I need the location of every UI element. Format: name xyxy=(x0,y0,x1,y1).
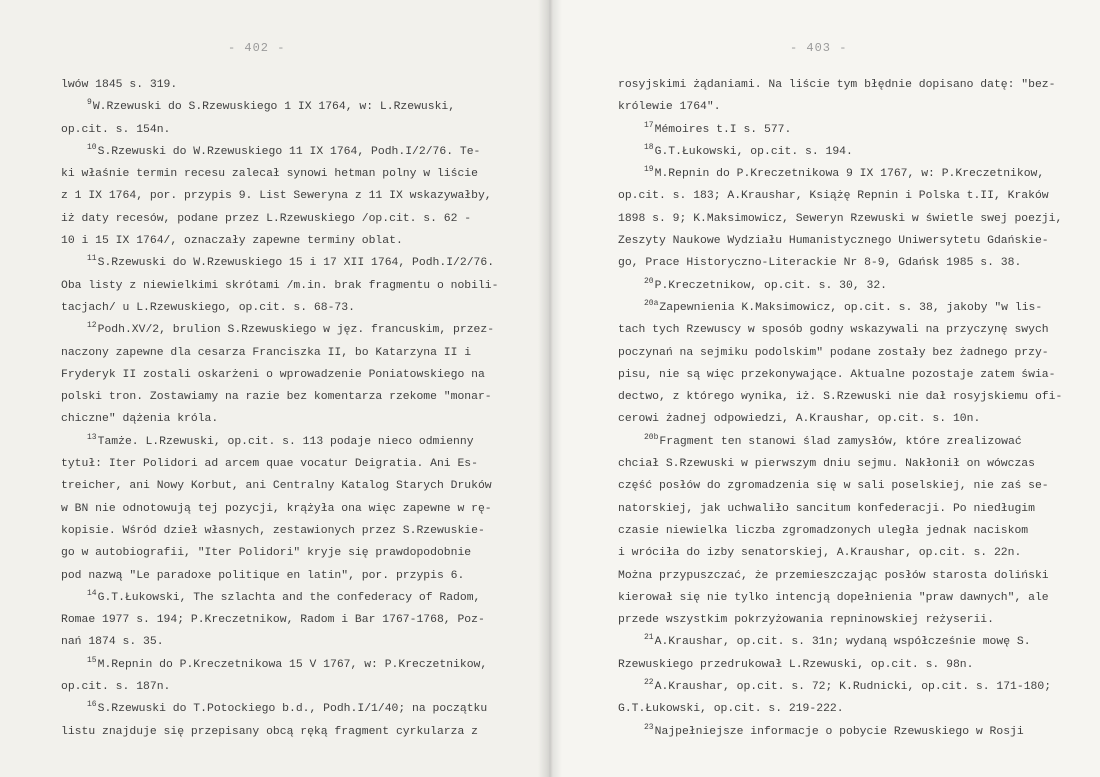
line-text: czasie niewielka liczba zgromadzonych uległa jednak naciskom xyxy=(618,524,1029,537)
text-line xyxy=(618,208,1090,230)
line-text: S.Rzewuski do W.Rzewuskiego 15 i 17 XII 1764, Podh.I/2/76. xyxy=(97,257,495,270)
text-line xyxy=(61,275,521,297)
footnote-number: 20a xyxy=(644,298,659,308)
line-text: M.Repnin do P.Kreczetnikowa 9 IX 1767, w: P.Kreczetnikow, xyxy=(654,168,1045,181)
text-line xyxy=(61,342,521,364)
line-text: część posłów do zgromadzenia się w sali poselskiej, nie zaś se- xyxy=(618,480,1049,493)
text-line xyxy=(618,721,1090,743)
footnote-number: 15 xyxy=(87,655,97,665)
text-line xyxy=(618,587,1090,609)
text-line xyxy=(61,297,521,319)
text-line xyxy=(618,676,1090,698)
line-text: Można przypuszczać, że przemieszczając posłów starosta doliński xyxy=(618,569,1049,582)
line-text: Podh.XV/2, brulion S.Rzewuskiego w jęz. francuskim, przez- xyxy=(97,324,495,337)
text-line xyxy=(61,252,521,274)
footnote-number: 21 xyxy=(644,633,654,643)
text-line xyxy=(618,163,1090,185)
text-line xyxy=(61,609,521,631)
text-line xyxy=(61,364,521,386)
line-text: poczynań na sejmiku podolskim" podane zostały bez żadnego przy- xyxy=(618,346,1049,359)
line-text: królewie 1764". xyxy=(618,101,721,114)
text-line xyxy=(618,119,1090,141)
line-text: tytuł: Iter Polidori ad arcem quae vocatur Deigratia. Ani Es- xyxy=(61,458,478,471)
text-line xyxy=(618,252,1090,274)
line-text: Fryderyk II zostali oskarżeni o wprowadzenie Poniatowskiego na xyxy=(61,368,485,381)
line-text: S.Rzewuski do W.Rzewuskiego 11 IX 1764, Podh.I/2/76. Te- xyxy=(97,145,481,158)
text-line xyxy=(61,565,521,587)
line-text: G.T.Łukowski, op.cit. s. 219-222. xyxy=(618,703,844,716)
line-text: A.Kraushar, op.cit. s. 31n; wydaną współcześnie mowę S. xyxy=(654,636,1031,649)
line-text: natorskiej, jak uchwaliło sancitum konfederacji. Po niedługim xyxy=(618,502,1035,515)
line-text: chciał S.Rzewuski w pierwszym dniu sejmu. Nakłonił on wówczas xyxy=(618,458,1035,471)
line-text: pod nazwą "Le paradoxe politique en latin", por. przypis 6. xyxy=(61,569,465,582)
text-line xyxy=(618,609,1090,631)
text-line xyxy=(61,676,521,698)
text-line xyxy=(618,542,1090,564)
footnote-number: 14 xyxy=(87,588,97,598)
left-page xyxy=(0,0,548,777)
line-text: W.Rzewuski do S.Rzewuskiego 1 IX 1764, w: L.Rzewuski, xyxy=(92,101,456,114)
line-text: chiczne" dążenia króla. xyxy=(61,413,219,426)
text-line xyxy=(618,275,1090,297)
line-text: S.Rzewuski do T.Potockiego b.d., Podh.I/1/40; na początku xyxy=(97,703,488,716)
line-text: 1898 s. 9; K.Maksimowicz, Seweryn Rzewuski w świetle swej poezji, xyxy=(618,212,1063,225)
line-text: rosyjskimi żądaniami. Na liście tym błędnie dopisano datę: "bez- xyxy=(618,79,1056,91)
text-line xyxy=(618,141,1090,163)
line-text: dectwo, z którego wynika, iż. S.Rzewuski nie dał rosyjskiemu ofi- xyxy=(618,391,1063,404)
text-line xyxy=(618,565,1090,587)
line-text: G.T.Łukowski, The szlachta and the confederacy of Radom, xyxy=(97,591,481,604)
footnote-number: 18 xyxy=(644,142,654,152)
line-text: Najpełniejsze informacje o pobycie Rzewuskiego w Rosji xyxy=(654,725,1024,738)
line-text: Zapewnienia K.Maksimowicz, op.cit. s. 38, jakoby "w lis- xyxy=(659,301,1043,314)
line-text: Fragment ten stanowi ślad zamysłów, które zrealizować xyxy=(659,435,1022,448)
text-line xyxy=(61,408,521,430)
text-line xyxy=(618,230,1090,252)
footnote-number: 11 xyxy=(87,254,97,264)
text-line xyxy=(61,163,521,185)
line-text: P.Kreczetnikow, op.cit. s. 30, 32. xyxy=(654,279,888,292)
line-text: go w autobiografii, "Iter Polidori" kryje się prawdopodobnie xyxy=(61,547,472,560)
line-text: Mémoires t.I s. 577. xyxy=(654,123,792,136)
line-text: tacjach/ u L.Rzewuskiego, op.cit. s. 68-73. xyxy=(61,301,355,314)
line-text: iż daty recesów, podane przez L.Rzewuskiego /op.cit. s. 62 - xyxy=(61,212,472,225)
footnote-number: 19 xyxy=(644,165,654,175)
text-line xyxy=(61,654,521,676)
text-line xyxy=(61,319,521,341)
line-text: Oba listy z niewielkimi skrótami /m.in. brak fragmentu o nobili- xyxy=(61,279,499,292)
text-line xyxy=(618,386,1090,408)
line-text: listu znajduje się przepisany obcą ręką fragment cyrkularza z xyxy=(61,725,478,738)
text-line xyxy=(61,208,521,230)
line-text: kierował się nie tylko intencją dopełnienia "praw dawnych", ale xyxy=(618,591,1049,604)
text-line xyxy=(618,498,1090,520)
line-text: Romae 1977 s. 194; P.Kreczetnikow, Radom i Bar 1767-1768, Poz- xyxy=(61,614,485,627)
line-text: M.Repnin do P.Kreczetnikowa 15 V 1767, w: P.Kreczetnikow, xyxy=(97,658,488,671)
text-line xyxy=(618,475,1090,497)
line-text: polski tron. Zostawiamy na razie bez komentarza rzekome "monar- xyxy=(61,391,492,404)
text-line xyxy=(618,185,1090,207)
text-line xyxy=(618,319,1090,341)
text-line xyxy=(61,74,521,96)
text-line xyxy=(618,74,1090,96)
footnote-number: 10 xyxy=(87,142,97,152)
line-text: lwów 1845 s. 319. xyxy=(61,79,178,91)
page-number: - 402 - xyxy=(228,41,286,55)
text-line xyxy=(61,631,521,653)
text-line xyxy=(61,453,521,475)
line-text: G.T.Łukowski, op.cit. s. 194. xyxy=(654,145,853,158)
text-line xyxy=(618,364,1090,386)
text-line xyxy=(618,631,1090,653)
line-text: Rzewuskiego przedrukował L.Rzewuski, op.cit. s. 98n. xyxy=(618,658,974,671)
line-text: go, Prace Historyczno-Literackie Nr 8-9, Gdańsk 1985 s. 38. xyxy=(618,257,1022,270)
line-text: op.cit. s. 183; A.Kraushar, Książę Repnin i Polska t.II, Kraków xyxy=(618,190,1049,203)
line-text: nań 1874 s. 35. xyxy=(61,636,164,649)
line-text: 10 i 15 IX 1764/, oznaczały zapewne terminy oblat. xyxy=(61,235,403,248)
footnote-number: 9 xyxy=(87,98,92,108)
footnote-number: 12 xyxy=(87,321,97,331)
text-line xyxy=(61,386,521,408)
text-line xyxy=(61,721,521,743)
line-text: treicher, ani Nowy Korbut, ani Centralny Katalog Starych Druków xyxy=(61,480,492,493)
line-text: w BN nie odnotowują tej pozycji, krążyła ona więc zapewne w rę- xyxy=(61,502,492,515)
footnote-number: 22 xyxy=(644,678,654,688)
text-line xyxy=(61,587,521,609)
line-text: pisu, nie są więc przekonywające. Aktualne pozostaje zatem świa- xyxy=(618,368,1056,381)
page-number: - 403 - xyxy=(790,41,848,55)
footnote-text xyxy=(618,74,1090,743)
text-line xyxy=(618,431,1090,453)
footnote-number: 20 xyxy=(644,276,654,286)
line-text: op.cit. s. 187n. xyxy=(61,681,171,694)
text-line xyxy=(61,520,521,542)
line-text: kopisie. Wśród dzieł własnych, zestawionych przez S.Rzewuskie- xyxy=(61,524,485,537)
line-text: naczony zapewne dla cesarza Franciszka II, bo Katarzyna II i xyxy=(61,346,472,359)
line-text: op.cit. s. 154n. xyxy=(61,123,171,136)
line-text: i wróciła do izby senatorskiej, A.Kraushar, op.cit. s. 22n. xyxy=(618,547,1022,560)
text-line xyxy=(61,475,521,497)
text-line xyxy=(61,542,521,564)
text-line xyxy=(618,408,1090,430)
right-page xyxy=(548,0,1100,777)
line-text: cerowi żadnej odpowiedzi, A.Kraushar, op.cit. s. 10n. xyxy=(618,413,981,426)
line-text: Zeszyty Naukowe Wydziału Humanistycznego Uniwersytetu Gdańskie- xyxy=(618,235,1049,248)
text-line xyxy=(618,342,1090,364)
text-line xyxy=(61,119,521,141)
text-line xyxy=(618,654,1090,676)
text-line xyxy=(618,96,1090,118)
text-line xyxy=(61,230,521,252)
footnote-number: 23 xyxy=(644,722,654,732)
text-line xyxy=(61,185,521,207)
footnote-text xyxy=(61,74,521,743)
text-line xyxy=(618,520,1090,542)
text-line xyxy=(61,498,521,520)
line-text: ki właśnie termin recesu zalecał synowi hetman polny w liście xyxy=(61,168,478,181)
text-line xyxy=(618,297,1090,319)
line-text: przede wszystkim pokrzyżowania repninowskiej reżyserii. xyxy=(618,614,994,627)
line-text: A.Kraushar, op.cit. s. 72; K.Rudnicki, op.cit. s. 171-180; xyxy=(654,681,1052,694)
line-text: tach tych Rzewuscy w sposób godny wskazywali na przyczynę swych xyxy=(618,324,1049,337)
footnote-number: 17 xyxy=(644,120,654,130)
text-line xyxy=(618,698,1090,720)
footnote-number: 16 xyxy=(87,700,97,710)
text-line xyxy=(61,141,521,163)
text-line xyxy=(61,431,521,453)
line-text: z 1 IX 1764, por. przypis 9. List Seweryna z 11 IX wskazywałby, xyxy=(61,190,492,203)
line-text: Tamże. L.Rzewuski, op.cit. s. 113 podaje nieco odmienny xyxy=(97,435,474,448)
footnote-number: 20b xyxy=(644,432,659,442)
text-line xyxy=(618,453,1090,475)
text-line xyxy=(61,96,521,118)
footnote-number: 13 xyxy=(87,432,97,442)
text-line xyxy=(61,698,521,720)
